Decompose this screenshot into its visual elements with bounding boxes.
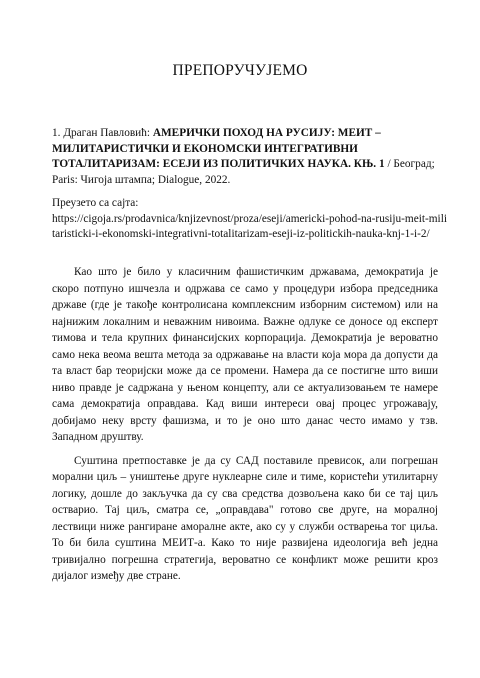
source-label: Преузето са сајта: [52,197,139,209]
page-heading: ПРЕПОРУЧУЈЕМО [172,62,308,79]
reference-number: 1. [52,127,61,139]
source-block [52,196,447,243]
reference-publication: / Београд; Paris: Чигоја штампа; Dialogue, 2022. [52,158,435,186]
body-text [52,264,438,592]
paragraph: Као што је било у класичним фашистичким државама, демократија је скоро потпуно ишчезла и одржава се само у процедури избора председника државе (где је такође контролисана комплексним изборним системом) или на најнижим локалним и неважним нивоима. Важне одлуке се доносе од експерт тимова и тела крупних финансијских корпорација. Демократија је вероватно само нека веома вешта метода за одржавање на власти која мора да допусти да та власт бар теоријски може да се промени. Намера да се постигне што виши ниво правде је садржана у њеном концепту, али се актуализовањем те намере сама демократија оправдава. Кад виши интереси овај процес угрожавају, добијамо неку врсту фашизма, и то је оно што данас често имамо у тзв. Западном друштву. [52,266,438,443]
reference-book-title: АМЕРИЧКИ ПОХОД НА РУСИЈУ: МЕИТ – МИЛИТАРИСТИЧКИ И ЕКОНОМСКИ ИНТЕГРАТИВНИ ТОТАЛИТАРИЗАМ: ЕСЕЈИ ИЗ ПОЛИТИЧКИХ НАУКА. КЊ. 1 [52,127,385,171]
source-url: https://cigoja.rs/prodavnica/knjizevnost/proza/eseji/americki-pohod-na-rusiju-meit-militaristicki-i-ekonomski-integrativni-totalitarizam-eseji-iz-politickih-nauka-knj-1-i-2/ [52,212,447,241]
book-reference [52,126,437,188]
reference-author: Драган Павловић: [63,127,151,139]
paragraph: Суштина претпоставке је да су САД поставиле превисок, али погрешан морални циљ – уништење друге нуклеарне силе и тиме, користећи утилитарну логику, дошле до закључка да су сва средства дозвољена како би се тај циљ остварио. Тај циљ, сматра се, „оправдава" готово све друге, на моралној лествици ниже рангиране аморалне акте, ако су у служби остварења тог циља. То би била суштина МЕИТ-а. Како то није развијена идеологија већ једна тривијално погрешна стратегија, вероватно се конфликт може решити кроз дијалог између две стране. [52,454,438,582]
